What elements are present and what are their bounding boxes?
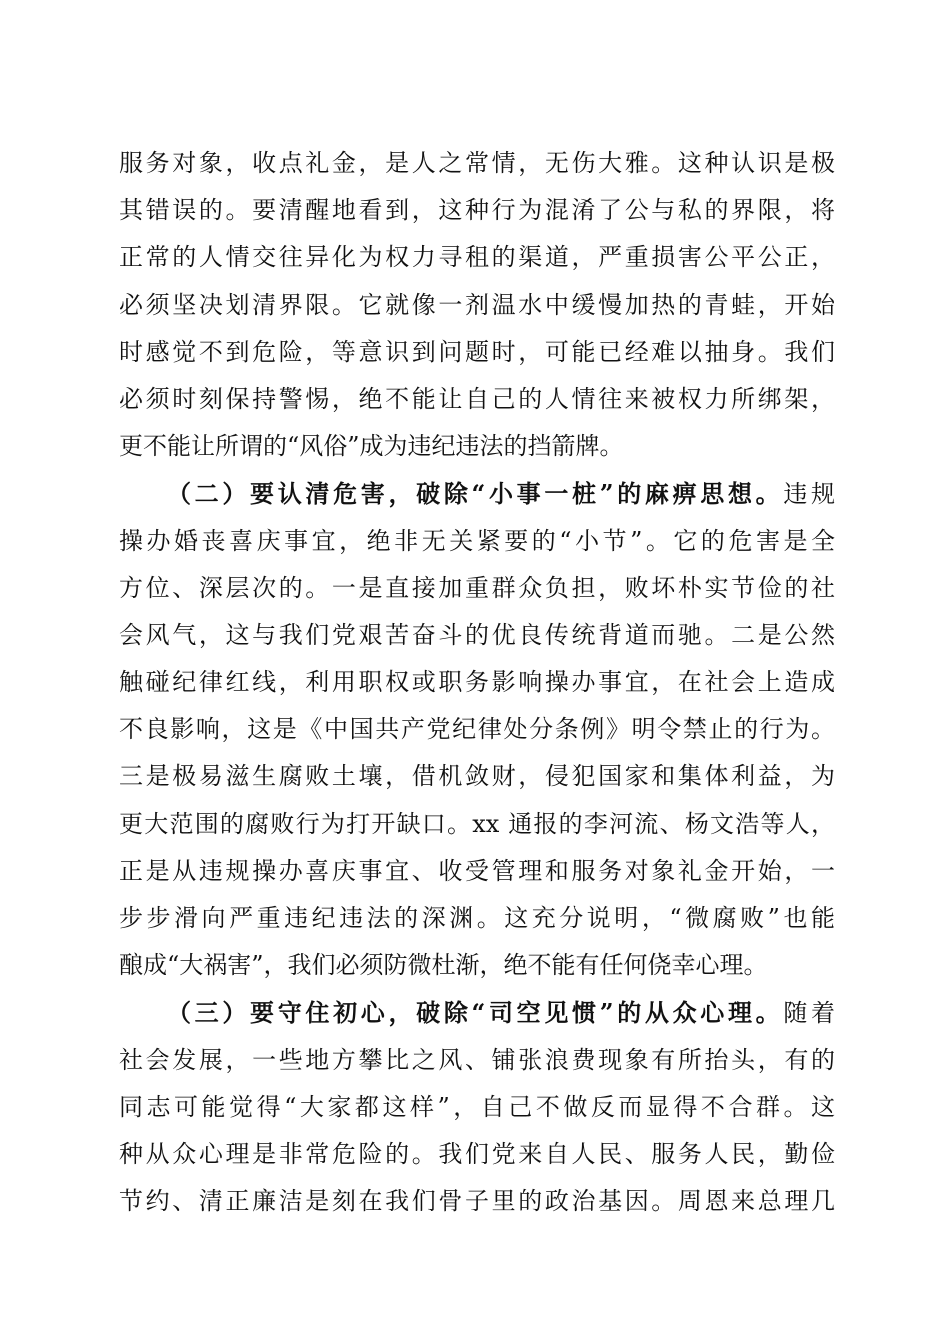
text-line: 方位、深层次的。一是直接加重群众负担，败坏朴实节俭的社 [119, 573, 835, 602]
text-line: 种从众心理是非常危险的。我们党来自人民、服务人民，勤俭 [119, 1139, 835, 1168]
document-page [119, 140, 835, 1225]
text-line: 必须时刻保持警惕，绝不能让自己的人情往来被权力所绑架， [119, 384, 835, 413]
text-line: 会风气，这与我们党艰苦奋斗的优良传统背道而驰。二是公然 [119, 620, 835, 649]
paragraph-2 [119, 470, 835, 989]
section-heading: （二）要认清危害，破除“小事一桩”的麻痹思想。 [167, 479, 784, 509]
text-run: 随着 [783, 999, 836, 1028]
paragraph-3 [119, 989, 835, 1225]
text-line: 触碰纪律红线，利用职权或职务影响操办事宜，在社会上造成 [119, 668, 835, 697]
text-line: 必须坚决划清界限。它就像一剂温水中缓慢加热的青蛙，开始 [119, 290, 835, 319]
text-line: 更不能让所谓的“风俗”成为违纪违法的挡箭牌。 [119, 432, 624, 461]
text-line: 步步滑向严重违纪违法的深渊。这充分说明，“微腐败”也能 [119, 904, 835, 932]
text-line: 时感觉不到危险，等意识到问题时，可能已经难以抽身。我们 [119, 337, 835, 366]
text-run: 违规 [783, 480, 836, 509]
text-line: 节约、清正廉洁是刻在我们骨子里的政治基因。周恩来总理几 [119, 1187, 835, 1216]
paragraph-1 [119, 140, 835, 470]
text-line: 酿成“大祸害”，我们必须防微杜渐，绝不能有任何侥幸心理。 [119, 951, 768, 980]
text-line: 三是极易滋生腐败土壤，借机敛财，侵犯国家和集体利益，为 [119, 762, 835, 791]
text-line: 操办婚丧喜庆事宜，绝非无关紧要的“小节”。它的危害是全 [119, 526, 835, 555]
paragraph-first-line [119, 989, 835, 1036]
text-line: 其错误的。要清醒地看到，这种行为混淆了公与私的界限，将 [119, 196, 835, 225]
text-line: 同志可能觉得“大家都这样”，自己不做反而显得不合群。这 [119, 1092, 835, 1121]
text-line: 正常的人情交往异化为权力寻租的渠道，严重损害公平公正， [119, 243, 835, 272]
section-heading: （三）要守住初心，破除“司空见惯”的从众心理。 [167, 998, 784, 1028]
text-line: 服务对象，收点礼金，是人之常情，无伤大雅。这种认识是极 [119, 149, 835, 177]
text-line: 不良影响，这是《中国共产党纪律处分条例》明令禁止的行为。 [119, 715, 835, 744]
text-line: 社会发展，一些地方攀比之风、铺张浪费现象有所抬头，有的 [119, 1045, 835, 1074]
text-line: 更大范围的腐败行为打开缺口。xx 通报的李河流、杨文浩等人， [119, 809, 835, 838]
paragraph-first-line [119, 470, 835, 517]
text-line: 正是从违规操办喜庆事宜、收受管理和服务对象礼金开始，一 [119, 856, 835, 885]
